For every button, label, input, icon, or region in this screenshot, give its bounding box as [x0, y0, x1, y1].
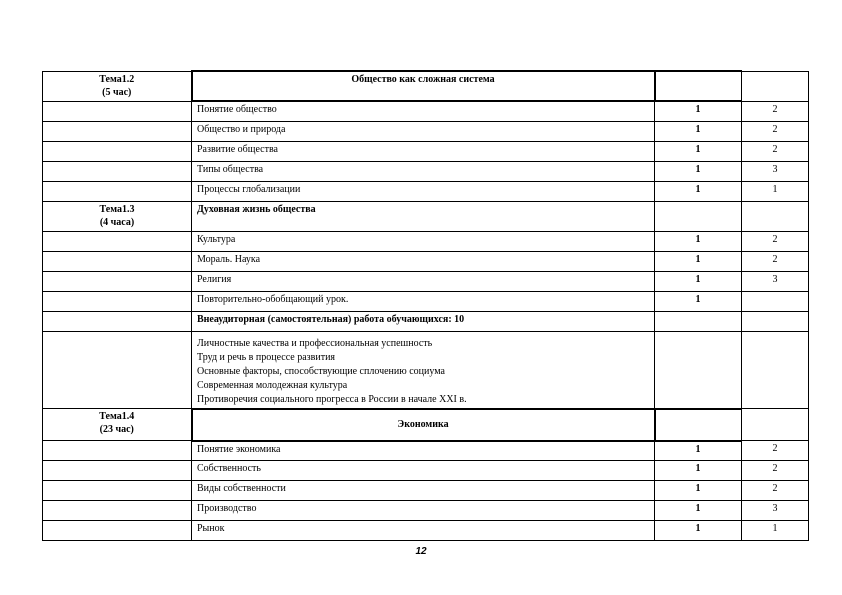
lesson-level: 2 [742, 461, 809, 481]
table-row [43, 161, 809, 181]
topic-label: Тема1.3 [99, 203, 135, 215]
lesson-content: Типы общества [192, 161, 655, 181]
lesson-content: Виды собственности [192, 481, 655, 501]
lesson-level: 2 [742, 231, 809, 251]
table-row [43, 291, 809, 311]
curriculum-table [42, 70, 809, 541]
lesson-content: Мораль. Наука [192, 251, 655, 271]
lesson-level: 2 [742, 101, 809, 121]
table-row [43, 481, 809, 501]
independent-topic: Противоречия социального прогресса в России в начале XXI в. [197, 393, 467, 405]
topic-cell [43, 121, 192, 141]
table-row [43, 461, 809, 481]
independent-topic: Современная молодежная культура [197, 379, 348, 391]
independent-topic: Труд и речь в процессе развития [197, 351, 336, 363]
hours-cell [655, 331, 742, 409]
independent-work-topics [192, 331, 655, 409]
topic-label: Тема1.2 [99, 73, 135, 85]
topic-hours: (4 часа) [99, 216, 135, 228]
independent-topic: Основные факторы, способствующие сплочению социума [197, 365, 445, 377]
lesson-content: Собственность [192, 461, 655, 481]
lesson-level: 1 [742, 521, 809, 541]
topic-hours: (23 час) [99, 424, 134, 435]
lesson-hours: 1 [655, 521, 742, 541]
lesson-content: Процессы глобализации [192, 181, 655, 201]
table-row [43, 521, 809, 541]
topic-cell [43, 291, 192, 311]
lesson-content: Развитие общества [192, 141, 655, 161]
lesson-hours: 1 [655, 441, 742, 461]
topic-title: Духовная жизнь общества [192, 201, 655, 231]
topic-cell [43, 331, 192, 409]
table-row [43, 331, 809, 409]
lesson-level: 3 [742, 271, 809, 291]
lesson-content: Рынок [192, 521, 655, 541]
lesson-level: 3 [742, 161, 809, 181]
topic-cell [43, 251, 192, 271]
topic-header-row [43, 201, 809, 231]
lesson-content: Религия [192, 271, 655, 291]
lesson-hours: 1 [655, 251, 742, 271]
lesson-hours: 1 [655, 291, 742, 311]
topic-cell [43, 71, 192, 101]
lesson-hours: 1 [655, 271, 742, 291]
lesson-hours: 1 [655, 231, 742, 251]
table-row [43, 101, 809, 121]
topic-header-row [43, 71, 809, 101]
topic-title: Общество как сложная система [192, 71, 655, 101]
table-row [43, 181, 809, 201]
lesson-content: Понятие общество [192, 101, 655, 121]
lesson-content: Производство [192, 501, 655, 521]
topic-cell [43, 441, 192, 461]
lesson-content: Общество и природа [192, 121, 655, 141]
page-number: 12 [415, 546, 427, 557]
topic-cell [43, 481, 192, 501]
lesson-level: 2 [742, 251, 809, 271]
independent-work-heading: Внеаудиторная (самостоятельная) работа обучающихся: 10 [192, 311, 655, 331]
topic-cell [43, 161, 192, 181]
topic-cell [43, 141, 192, 161]
topic-cell [43, 181, 192, 201]
hours-cell [655, 201, 742, 231]
lesson-level: 1 [742, 181, 809, 201]
lesson-level: 2 [742, 481, 809, 501]
hours-cell [655, 311, 742, 331]
lesson-level: 2 [742, 141, 809, 161]
topic-cell [43, 501, 192, 521]
topic-cell [43, 231, 192, 251]
level-cell [742, 71, 809, 101]
topic-hours: (5 час) [102, 86, 132, 98]
table-row [43, 231, 809, 251]
topic-cell [43, 101, 192, 121]
table-row [43, 141, 809, 161]
table-row [43, 441, 809, 461]
table-row [43, 501, 809, 521]
level-cell [742, 201, 809, 231]
topic-title: Экономика [192, 409, 655, 441]
table-row [43, 271, 809, 291]
level-cell [742, 311, 809, 331]
level-cell [742, 409, 809, 441]
independent-topic: Личностные качества и профессиональная успешность [197, 337, 433, 349]
topic-label: Тема1.4 [99, 411, 135, 422]
hours-cell [655, 71, 742, 101]
lesson-hours: 1 [655, 181, 742, 201]
topic-cell [43, 201, 192, 231]
topic-header-row [43, 409, 809, 441]
table-row [43, 251, 809, 271]
topic-cell [43, 271, 192, 291]
lesson-hours: 1 [655, 461, 742, 481]
lesson-hours: 1 [655, 481, 742, 501]
topic-cell [43, 311, 192, 331]
lesson-level [742, 291, 809, 311]
lesson-content: Культура [192, 231, 655, 251]
topic-cell [43, 409, 192, 441]
lesson-level: 3 [742, 501, 809, 521]
topic-cell [43, 461, 192, 481]
lesson-level: 2 [742, 441, 809, 461]
lesson-hours: 1 [655, 161, 742, 181]
lesson-content: Понятие экономика [192, 441, 655, 461]
lesson-hours: 1 [655, 141, 742, 161]
lesson-hours: 1 [655, 121, 742, 141]
lesson-content: Повторительно-обобщающий урок. [192, 291, 655, 311]
table-row [43, 311, 809, 331]
lesson-hours: 1 [655, 101, 742, 121]
table-row [43, 121, 809, 141]
topic-cell [43, 521, 192, 541]
hours-cell [655, 409, 742, 441]
lesson-hours: 1 [655, 501, 742, 521]
lesson-level: 2 [742, 121, 809, 141]
level-cell [742, 331, 809, 409]
